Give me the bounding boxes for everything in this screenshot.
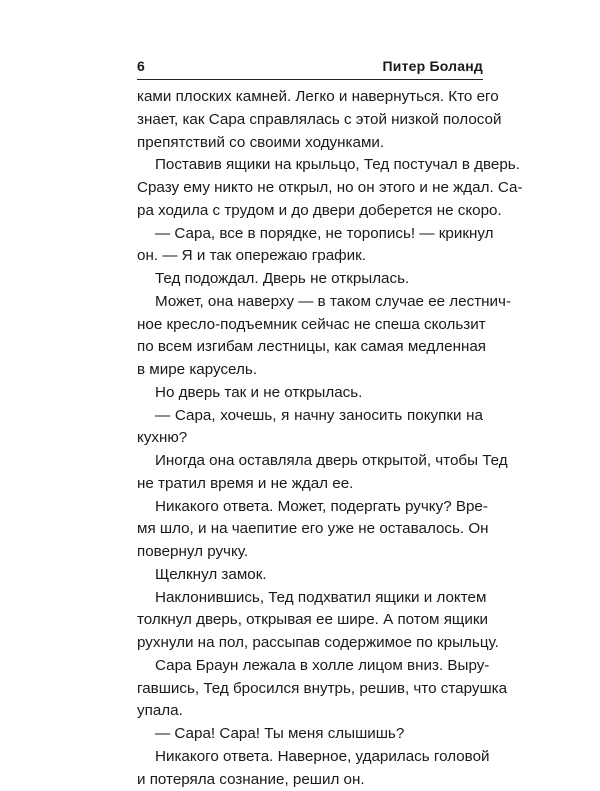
text-line: Никакого ответа. Может, подергать ручку? Вре- bbox=[137, 496, 483, 519]
text-line: — Сара, все в порядке, не торопись! — крикнул bbox=[137, 223, 483, 246]
text-line: упала. bbox=[137, 700, 483, 723]
text-line: в мире карусель. bbox=[137, 359, 483, 382]
text-line: — Сара! Сара! Ты меня слышишь? bbox=[137, 723, 483, 746]
text-line: Но дверь так и не открылась. bbox=[137, 382, 483, 405]
text-line: Сара Браун лежала в холле лицом вниз. Выру- bbox=[137, 655, 483, 678]
body-text bbox=[137, 86, 483, 791]
header-rule bbox=[137, 79, 483, 80]
text-line: препятствий со своими ходунками. bbox=[137, 132, 483, 155]
text-line: Тед подождал. Дверь не открылась. bbox=[137, 268, 483, 291]
text-line: мя шло, и на чаепитие его уже не оставалось. Он bbox=[137, 518, 483, 541]
text-line: и потеряла сознание, решил он. bbox=[137, 769, 483, 791]
text-line: Поставив ящики на крыльцо, Тед постучал в дверь. bbox=[137, 154, 483, 177]
text-line: — Сара, хочешь, я начну заносить покупки на bbox=[137, 405, 483, 428]
text-line: знает, как Сара справлялась с этой низкой полосой bbox=[137, 109, 483, 132]
page-number: 6 bbox=[137, 58, 145, 74]
text-line: Иногда она оставляла дверь открытой, чтобы Тед bbox=[137, 450, 483, 473]
text-line: Никакого ответа. Наверное, ударилась головой bbox=[137, 746, 483, 769]
text-line: он. — Я и так опережаю график. bbox=[137, 245, 483, 268]
text-line: рухнули на пол, рассыпав содержимое по крыльцу. bbox=[137, 632, 483, 655]
text-line: не тратил время и не ждал ее. bbox=[137, 473, 483, 496]
text-line: Наклонившись, Тед подхватил ящики и локтем bbox=[137, 587, 483, 610]
running-head-author: Питер Боланд bbox=[383, 58, 483, 74]
text-line: Может, она наверху — в таком случае ее лестнич- bbox=[137, 291, 483, 314]
text-line: ра ходила с трудом и до двери доберется не скоро. bbox=[137, 200, 483, 223]
text-line: толкнул дверь, открывая ее шире. А потом ящики bbox=[137, 609, 483, 632]
text-line: Сразу ему никто не открыл, но он этого и не ждал. Са- bbox=[137, 177, 483, 200]
text-line: кухню? bbox=[137, 427, 483, 450]
text-line: Щелкнул замок. bbox=[137, 564, 483, 587]
page-header bbox=[137, 55, 483, 77]
text-line: гавшись, Тед бросился внутрь, решив, что старушка bbox=[137, 678, 483, 701]
text-line: ками плоских камней. Легко и навернуться. Кто его bbox=[137, 86, 483, 109]
text-line: повернул ручку. bbox=[137, 541, 483, 564]
text-line: по всем изгибам лестницы, как самая медленная bbox=[137, 336, 483, 359]
text-line: ное кресло-подъемник сейчас не спеша скользит bbox=[137, 314, 483, 337]
